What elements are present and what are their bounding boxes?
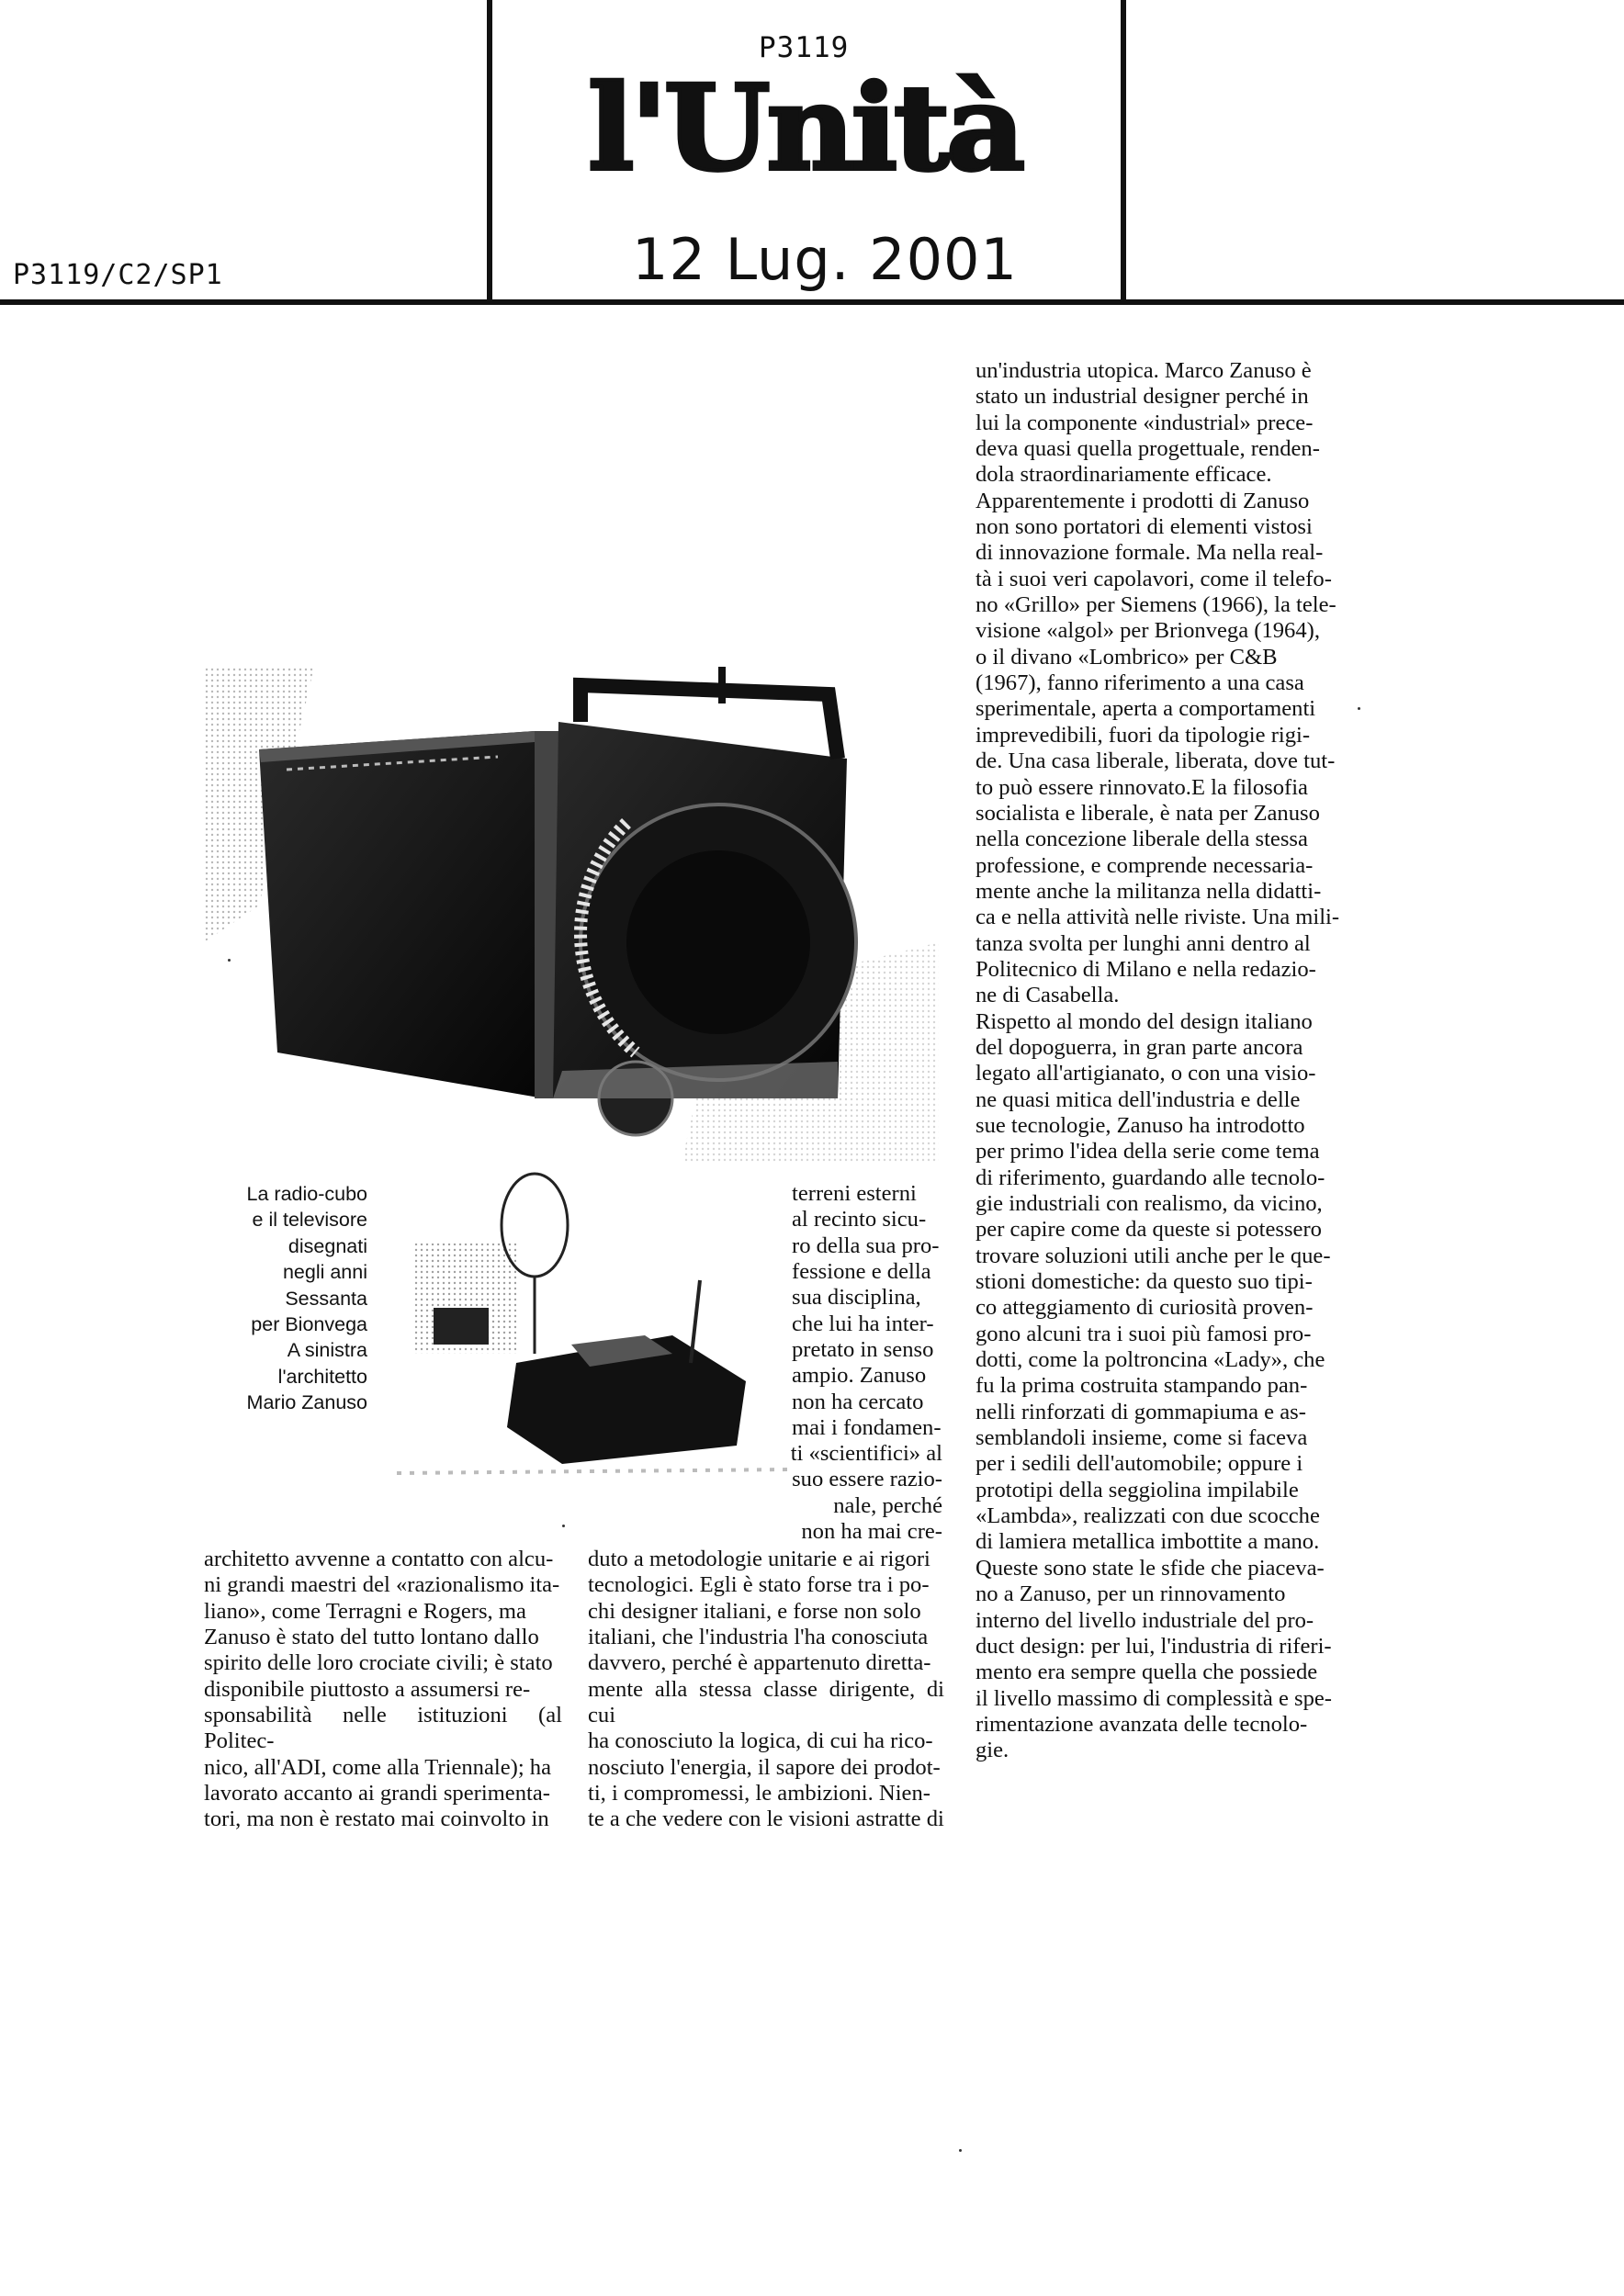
text-line: professione, e comprende necessaria- <box>976 852 1314 878</box>
text-line: co atteggiamento di curiosità proven- <box>976 1295 1314 1321</box>
article-left-column <box>204 1547 562 1833</box>
text-line: deva quasi quella progettuale, renden- <box>976 436 1320 462</box>
television-photo <box>397 1170 792 1482</box>
text-line: sue tecnologie, Zanuso ha introdotto <box>976 1112 1305 1138</box>
text-line: un'industria utopica. Marco Zanuso è <box>976 358 1312 383</box>
header-divider-left <box>487 0 492 303</box>
text-line: duto a metodologie unitarie e ai rigori <box>588 1547 930 1571</box>
caption-line: negli anni <box>282 1261 367 1284</box>
text-line: Apparentemente i prodotti di Zanuso <box>976 488 1310 513</box>
text-line: liano», come Terragni e Rogers, ma <box>204 1598 526 1624</box>
text-line: sponsabilità nelle istituzioni (al Politec- <box>204 1703 562 1754</box>
text-line: tecnologici. Egli è stato forse tra i po- <box>588 1572 930 1598</box>
text-line: il livello massimo di complessità e spe- <box>976 1685 1332 1711</box>
article-middle-column <box>588 1547 944 1833</box>
text-line: ne quasi mitica dell'industria e delle <box>976 1086 1301 1112</box>
text-line: che lui ha inter- <box>792 1311 934 1336</box>
text-line: Zanuso è stato del tutto lontano dallo <box>204 1625 539 1650</box>
text-line: ampio. Zanuso <box>792 1363 927 1389</box>
caption-line: Sessanta <box>285 1287 367 1310</box>
text-line: gono alcuni tra i suoi più famosi pro- <box>976 1321 1312 1346</box>
text-line: terreni esterni <box>792 1181 917 1206</box>
text-line: fu la prima costruita stampando pan- <box>976 1373 1308 1399</box>
text-line: interno del livello industriale del pro- <box>976 1607 1314 1633</box>
article-wrap-column <box>792 1181 942 1441</box>
caption-line: l'architetto <box>277 1365 367 1388</box>
article-right-column <box>976 358 1345 1764</box>
text-line: nale, perché <box>833 1492 942 1518</box>
text-line: semblandoli insieme, come si faceva <box>976 1425 1308 1451</box>
text-line: no «Grillo» per Siemens (1966), la tele- <box>976 592 1336 618</box>
text-line: lavorato accanto ai grandi sperimenta- <box>204 1781 550 1806</box>
newspaper-logo <box>588 66 1029 184</box>
text-line: ro della sua pro- <box>792 1232 940 1258</box>
text-line: sperimentale, aperta a comportamenti <box>976 696 1316 722</box>
newspaper-logo-text: l'Unità <box>588 66 1023 184</box>
text-line: gie. <box>976 1738 1009 1763</box>
text-line: ca e nella attività nelle riviste. Una mili- <box>976 905 1340 930</box>
text-line: mente anche la militanza nella didatti- <box>976 878 1322 904</box>
caption-line: disegnati <box>288 1234 367 1257</box>
text-line: (1967), fanno riferimento a una casa <box>976 670 1304 696</box>
caption-line: La radio-cubo <box>246 1183 367 1205</box>
text-line: de. Una casa liberale, liberata, dove tut- <box>976 748 1336 774</box>
text-line: duct design: per lui, l'industria di riferi- <box>976 1633 1332 1659</box>
text-line: socialista e liberale, è nata per Zanuso <box>976 800 1320 826</box>
text-line: Politecnico di Milano e nella redazio- <box>976 956 1316 982</box>
text-line: trovare soluzioni utili anche per le que- <box>976 1243 1331 1268</box>
text-line: del dopoguerra, in gran parte ancora <box>976 1034 1303 1060</box>
text-line: dotti, come la poltroncina «Lady», che <box>976 1347 1325 1373</box>
text-line: di lamiera metallica imbottite a mano. <box>976 1529 1320 1555</box>
text-line: rimentazione avanzata delle tecnolo- <box>976 1711 1308 1737</box>
text-line: tà i suoi veri capolavori, come il telefo- <box>976 566 1332 591</box>
text-line: «Lambda», realizzati con due scocche <box>976 1503 1320 1529</box>
text-line: non ha mai cre- <box>801 1519 942 1545</box>
text-line: pretato in senso <box>792 1337 934 1363</box>
text-line: mai i fondamen- <box>792 1415 942 1441</box>
text-line: legato all'artigianato, o con una visio- <box>976 1061 1316 1086</box>
text-line: al recinto sicu- <box>792 1207 927 1232</box>
scan-speck <box>1358 707 1360 710</box>
text-line: mento era sempre quella che possiede <box>976 1660 1318 1685</box>
text-line: mente alla stessa classe dirigente, di cui <box>588 1676 944 1728</box>
text-line: chi designer italiani, e forse non solo <box>588 1598 921 1624</box>
text-line: nella concezione liberale della stessa <box>976 827 1308 852</box>
caption-line: Mario Zanuso <box>246 1391 367 1414</box>
text-line: spirito delle loro crociate civili; è stato <box>204 1650 553 1676</box>
text-line: Rispetto al mondo del design italiano <box>976 1008 1313 1034</box>
text-line: davvero, perché è appartenuto diretta- <box>588 1650 931 1676</box>
photo-caption <box>187 1181 367 1416</box>
text-line: imprevedibili, fuori da tipologie rigi- <box>976 722 1311 748</box>
text-line: to può essere rinnovato.E la filosofia <box>976 774 1308 800</box>
radio-cube-photo <box>204 667 939 1163</box>
text-line: lui la componente «industrial» prece- <box>976 410 1314 435</box>
text-line: nosciuto l'energia, il sapore dei prodot- <box>588 1754 941 1780</box>
caption-line: A sinistra <box>287 1339 367 1362</box>
article-wrap-column-tail <box>739 1441 942 1545</box>
text-line: prototipi della seggiolina impilabile <box>976 1477 1299 1503</box>
text-line: per primo l'idea della serie come tema <box>976 1139 1320 1165</box>
text-line: no a Zanuso, per un rinnovamento <box>976 1581 1286 1607</box>
caption-line: e il televisore <box>252 1209 367 1232</box>
text-line: disponibile piuttosto a assumersi re- <box>204 1676 531 1702</box>
text-line: ni grandi maestri del «razionalismo ita- <box>204 1572 560 1598</box>
caption-line: per Bionvega <box>251 1313 367 1336</box>
text-line: ne di Casabella. <box>976 983 1120 1008</box>
scan-speck <box>959 2149 962 2152</box>
text-line: architetto avvenne a contatto con alcu- <box>204 1547 554 1571</box>
text-line: per capire come da queste si potessero <box>976 1217 1322 1243</box>
text-line: ti, i compromessi, le ambizioni. Nien- <box>588 1781 930 1806</box>
text-line: dola straordinariamente efficace. <box>976 462 1272 488</box>
text-line: nico, all'ADI, come alla Triennale); ha <box>204 1754 552 1780</box>
text-line: nelli rinforzati di gommapiuma e as- <box>976 1399 1306 1424</box>
text-line: per i sedili dell'automobile; oppure i <box>976 1451 1303 1477</box>
clipping-code: P3119 <box>759 31 850 64</box>
text-line: di riferimento, guardando alle tecnolo- <box>976 1165 1325 1190</box>
text-line: fessione e della <box>792 1259 931 1285</box>
text-line: suo essere razio- <box>792 1467 942 1492</box>
text-line: stato un industrial designer perché in <box>976 384 1309 410</box>
scan-speck <box>228 959 231 962</box>
text-line: ha conosciuto la logica, di cui ha rico- <box>588 1728 933 1754</box>
text-line: o il divano «Lombrico» per C&B <box>976 644 1278 670</box>
text-line: sua disciplina, <box>792 1285 921 1311</box>
header-divider-right <box>1121 0 1126 303</box>
text-line: stioni domestiche: da questo suo tipi- <box>976 1269 1313 1295</box>
text-line: ti «scientifici» al <box>790 1441 942 1466</box>
text-line: non ha cercato <box>792 1389 924 1414</box>
text-line: gie industriali con realismo, da vicino, <box>976 1191 1323 1216</box>
scan-speck <box>562 1525 565 1527</box>
header-rule <box>0 299 1624 305</box>
text-line: te a che vedere con le visioni astratte di <box>588 1806 944 1832</box>
text-line: tanza svolta per lunghi anni dentro al <box>976 930 1311 956</box>
text-line: di innovazione formale. Ma nella real- <box>976 540 1324 566</box>
text-line: visione «algol» per Brionvega (1964), <box>976 618 1320 644</box>
text-line: italiani, che l'industria l'ha conosciuta <box>588 1625 929 1650</box>
text-line: tori, ma non è restato mai coinvolto in <box>204 1806 549 1832</box>
text-line: Queste sono state le sfide che piaceva- <box>976 1555 1325 1581</box>
publication-date: 12 Lug. 2001 <box>632 226 1018 293</box>
archive-code: P3119/C2/SP1 <box>13 259 223 291</box>
text-line: non sono portatori di elementi vistosi <box>976 514 1313 540</box>
